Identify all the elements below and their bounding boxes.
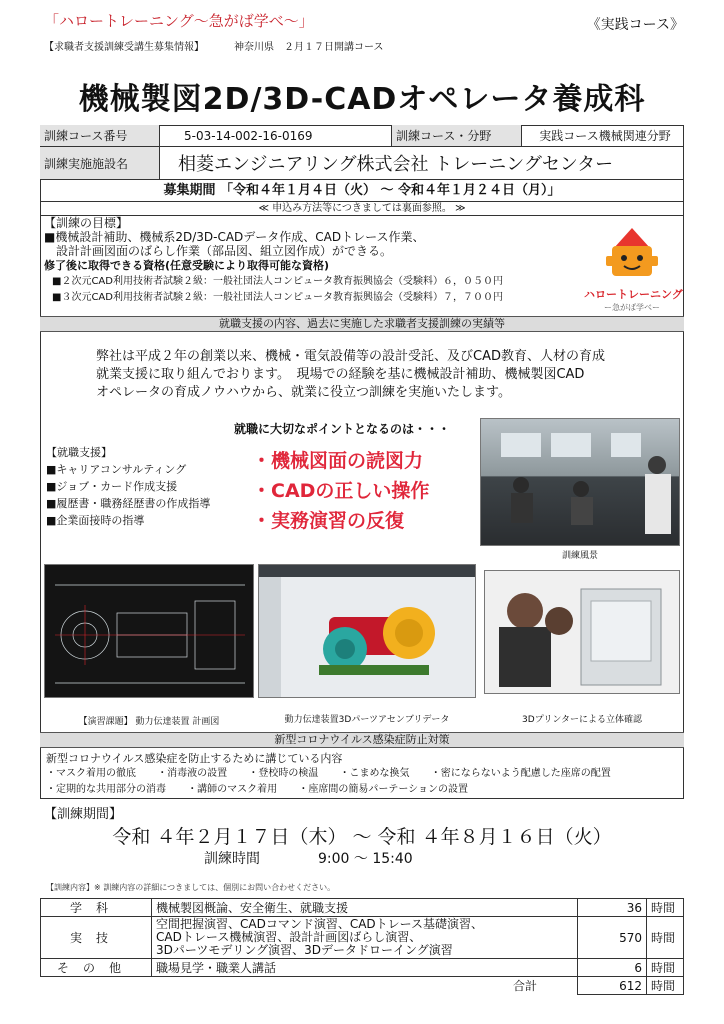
corona-row xyxy=(46,766,682,782)
time-label: 訓練時間 xyxy=(204,851,260,867)
support-item: ■キャリアコンサルティング xyxy=(46,463,187,476)
hours-cell: 36 xyxy=(578,899,647,917)
total-hours: 612 xyxy=(578,977,647,995)
subject-cell: 学科 xyxy=(41,899,152,917)
corona-item: ・登校時の検温 xyxy=(248,768,319,779)
logo-subtext: ー急がば学べー xyxy=(604,303,660,312)
key-point: ・実務演習の反復 xyxy=(252,510,405,532)
qualification-item: ■２次元CAD利用技術者試験２級：一般社団法人コンピュータ教育振興協会（受験料）６，０５０円 xyxy=(52,276,503,287)
content-line: 3Dパーツモデリング演習、3Dデータドローイング演習 xyxy=(156,943,453,957)
page-title: 機械製図2D/3D-CADオペレータ養成科 xyxy=(78,82,646,117)
program-tag: 「ハロートレーニング〜急がば学べ〜」 xyxy=(44,12,314,30)
hours-cell: 570 xyxy=(578,917,647,959)
classroom-image xyxy=(481,419,680,546)
time-value: 9:00 〜 15:40 xyxy=(318,851,413,867)
code-value: 5-03-14-002-16-0169 xyxy=(160,125,392,146)
qualification-heading: 修了後に取得できる資格(任意受験により取得可能な資格) xyxy=(44,259,330,272)
corona-heading: 新型コロナウイルス感染症を防止するために講じている内容 xyxy=(46,752,343,765)
corona-row xyxy=(46,782,682,798)
training-goals xyxy=(44,216,584,305)
total-row xyxy=(41,977,684,995)
total-unit: 時間 xyxy=(647,977,684,995)
intro-line: 就業支援に取り組んでおります。 現場での経験を基に機械設計補助、機械製図CAD xyxy=(96,367,585,382)
prefecture-info: 神奈川県 ２月１７日開講コース xyxy=(234,42,384,53)
unit-cell: 時間 xyxy=(647,917,684,959)
content-line: 空間把握演習、CADコマンド演習、CADトレース基礎演習、 xyxy=(156,917,484,931)
support-bar: 就職支援の内容、過去に実施した求職者支援訓練の実績等 xyxy=(40,316,684,332)
key-point: ・CADの正しい操作 xyxy=(252,480,430,502)
period-dates: 令和 ４年２月１７日（木） 〜 令和 ４年８月１６日（火） xyxy=(112,826,612,848)
cad-drawing-image xyxy=(45,565,254,698)
intro-line: オペレータの育成ノウハウから、就業に役立つ訓練を実施いたします。 xyxy=(96,385,511,400)
training-scene-photo xyxy=(480,418,680,546)
corona-measures xyxy=(46,766,682,798)
schedule-table xyxy=(40,898,684,995)
corona-item: ・マスク着用の徹底 xyxy=(46,768,136,779)
3d-printer-image xyxy=(485,571,680,694)
logo-text: ハロートレーニング xyxy=(584,288,683,301)
recruit-label: 【求職者支援訓練受講生募集情報】 xyxy=(44,42,204,53)
corona-bar: 新型コロナウイルス感染症防止対策 xyxy=(40,732,684,748)
unit-cell: 時間 xyxy=(647,899,684,917)
field-value: 実践コース機械関連分野 xyxy=(539,129,671,143)
training-time xyxy=(204,848,413,868)
goal-line: ■機械設計補助、機械系2D/3D-CADデータ作成、CADトレース作業、 xyxy=(44,230,425,244)
unit-cell: 時間 xyxy=(647,959,684,977)
course-type: 《実践コース》 xyxy=(586,17,684,33)
content-cell xyxy=(152,917,578,959)
intro-line: 弊社は平成２年の創業以来、機械・電気設備等の設計受託、及びCAD教育、人材の育成 xyxy=(96,349,605,364)
mascot-icon xyxy=(584,226,680,282)
table-row xyxy=(41,959,684,977)
scene-caption: 訓練風景 xyxy=(561,551,598,561)
key-point: ・機械図面の読図力 xyxy=(252,450,424,472)
subject-cell: その他 xyxy=(41,959,152,977)
subject-cell: 実技 xyxy=(41,917,152,959)
printer-photo xyxy=(484,570,680,694)
support-item: ■履歴書・職務経歴書の作成指導 xyxy=(46,497,211,510)
period-label: 【訓練期間】 xyxy=(44,807,123,822)
field-label: 訓練コース・分野 xyxy=(392,125,522,146)
facility-value: 相菱エンジニアリング株式会社 トレーニングセンター xyxy=(178,154,614,175)
support-heading: 【就職支援】 xyxy=(46,446,112,459)
company-intro xyxy=(96,348,656,402)
facility-row xyxy=(40,147,684,180)
support-item: ■ジョブ・カード作成支援 xyxy=(46,480,178,493)
assembly-caption: 動力伝達装置3Dパーツアセンブリデータ xyxy=(284,715,450,725)
3d-assembly-image xyxy=(259,565,476,698)
table-row xyxy=(41,899,684,917)
goal-line: 設計計画図面のばらし作業（部品図、組立図作成）ができる。 xyxy=(44,244,393,258)
hello-training-logo xyxy=(584,226,683,312)
course-code-row xyxy=(40,125,684,147)
goals-heading: 【訓練の目標】 xyxy=(44,216,129,230)
printer-caption: 3Dプリンターによる立体確認 xyxy=(522,715,642,725)
support-item: ■企業面接時の指導 xyxy=(46,514,145,527)
corona-item: ・座席間の簡易パーテーションの設置 xyxy=(298,784,468,795)
job-support xyxy=(46,444,210,529)
content-cell: 職場見学・職業人講話 xyxy=(152,959,578,977)
corona-item: ・密にならないよう配慮した座席の配置 xyxy=(430,768,611,779)
facility-label: 訓練実施施設名 xyxy=(40,147,160,179)
recruit-info xyxy=(44,38,384,53)
code-label: 訓練コース番号 xyxy=(40,125,160,146)
hours-cell: 6 xyxy=(578,959,647,977)
content-line: CADトレース機械演習、設計計画図ばらし演習、 xyxy=(156,930,422,944)
drawing-photo xyxy=(44,564,254,698)
table-row xyxy=(41,917,684,959)
total-label: 合計 xyxy=(152,977,578,995)
corona-item: ・定期的な共用部分の消毒 xyxy=(46,784,166,795)
schedule-note: 【訓練内容】※ 訓練内容の詳細につきましては、個別にお問い合わせください。 xyxy=(46,883,336,892)
assembly-photo xyxy=(258,564,476,698)
corona-item: ・消毒液の設置 xyxy=(157,768,228,779)
corona-item: ・こまめな換気 xyxy=(339,768,410,779)
qualification-item: ■３次元CAD利用技術者試験２級：一般社団法人コンピュータ教育振興協会（受験料）７，７００円 xyxy=(52,292,503,303)
key-points-heading: 就職に大切なポイントとなるのは・・・ xyxy=(234,422,451,436)
content-cell: 機械製図概論、安全衛生、就職支援 xyxy=(152,899,578,917)
drawing-caption: 【演習課題】 動力伝達装置 計画図 xyxy=(78,717,220,727)
recruit-period: 募集期間 「令和４年１月４日（火） 〜 令和４年１月２４日（月）」 xyxy=(40,180,684,202)
application-notice: ≪ 申込み方法等につきましては裏面参照。 ≫ xyxy=(40,202,684,216)
corona-item: ・講師のマスク着用 xyxy=(187,784,278,795)
